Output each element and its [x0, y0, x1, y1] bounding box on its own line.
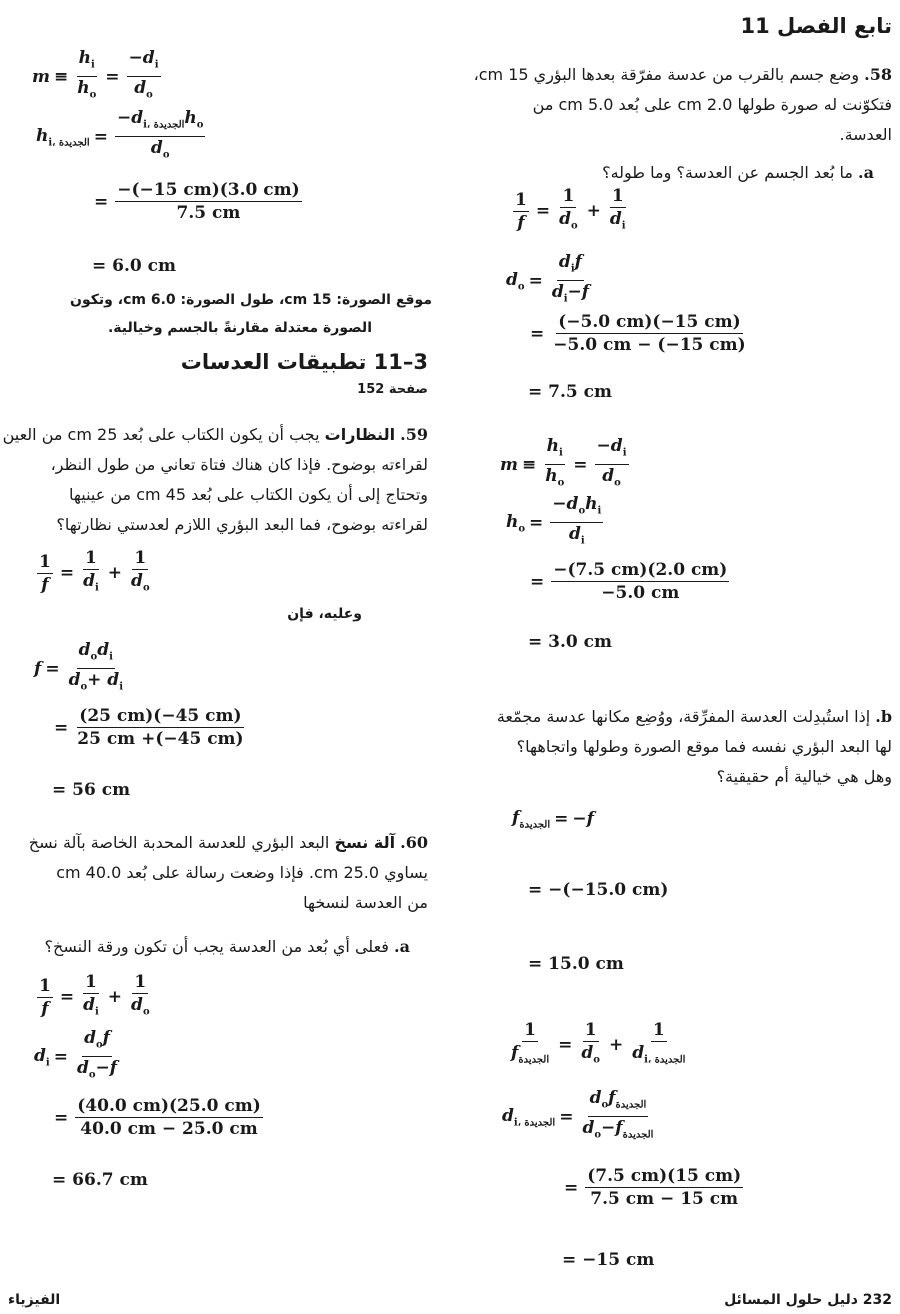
- q60-keyword: آلة نسخ: [334, 833, 396, 852]
- q58b-fnew-sub: = −(−15.0 cm): [528, 880, 669, 900]
- q60-number: 60.: [400, 833, 428, 852]
- q58-number: 58.: [864, 65, 892, 84]
- q59-line4: لقراءته بوضوح، فما البعد البؤري اللازم لعدستي نظارتها؟: [56, 515, 428, 534]
- q60-line1: البعد البؤري للعدسة المحدبة الخاصة بآلة نسخ: [28, 833, 330, 852]
- q58b-di-substitution: = $\frac{(7.5 cm)(15 cm)}{7.5 cm - 15 cm}$: [564, 1166, 742, 1209]
- q58b-line3: وهل هي خيالية أم حقيقية؟: [716, 767, 892, 786]
- chapter-header: تابع الفصل 11: [740, 14, 892, 38]
- q60-di-substitution: = $\frac{(40.0 cm)(25.0 cm)}{40.0 cm - 25.0 cm}$: [54, 1096, 261, 1139]
- q58-magnification-eq: m ≡ $\frac{h_i}{h_o}$ = $\frac{-d_i}{d_o}$: [500, 436, 627, 489]
- q58-statement: [474, 60, 892, 150]
- q60a-text: فعلى أي بُعد من العدسة يجب أن تكون ورقة النسخ؟: [44, 937, 389, 956]
- q59-f-result: = 56 cm: [52, 780, 131, 800]
- q58-ho-substitution: = $\frac{-(7.5 cm)(2.0 cm)}{-5.0 cm}$: [530, 560, 728, 603]
- q58-do-substitution: = $\frac{(-5.0 cm)(-15 cm)}{-5.0 cm - (-15 cm)}$: [530, 312, 746, 355]
- left-hi-formula: $h_{i، الجديدة}$ = $\frac{-d_{i، الجديدة}h_o}{d_o}$: [36, 108, 204, 161]
- q58-ho-formula: $h_o$ = $\frac{-d_oh_i}{d_i}$: [506, 494, 602, 547]
- q58-thin-lens-eq: $\frac{1}{f}$ = $\frac{1}{d_o}$ + $\frac{1}{d_i}$: [515, 186, 626, 233]
- q58b-question: [497, 702, 892, 792]
- q59-line1: يجب أن يكون الكتاب على بُعد 25 cm من العين: [2, 425, 320, 444]
- q59-f-substitution: = $\frac{(25 cm)(-45 cm)}{25 cm +(-45 cm)}$: [54, 706, 244, 749]
- q58-ho-result: = 3.0 cm: [528, 632, 612, 652]
- q59-line3: وتحتاج إلى أن يكون الكتاب على بُعد 45 cm من عينيها: [68, 485, 428, 504]
- q58-line3: العدسة.: [839, 125, 892, 144]
- section-page-ref: صفحة 152: [357, 382, 428, 397]
- q58b-label: b.: [875, 707, 892, 726]
- q58-line2: فتكوّنت له صورة طولها 2.0 cm على بُعد 5.0 cm من: [532, 95, 892, 114]
- q58a-label: a.: [858, 163, 874, 182]
- footer-page: 232 دليل حلول المسائل: [724, 1292, 892, 1308]
- q58a-text: ما بُعد الجسم عن العدسة؟ وما طوله؟: [602, 163, 853, 182]
- q60-di-formula: $d_i$ = $\frac{d_of}{d_o-f}$: [34, 1028, 118, 1081]
- q59-statement: [0, 420, 428, 540]
- q60-line3: من العدسة لنسخها: [303, 893, 428, 912]
- q58b-fnew-result: = 15.0 cm: [528, 954, 624, 974]
- q58b-fnew-eq: $f_{الجديدة}$ = −f: [512, 808, 594, 831]
- right-column: [462, 0, 900, 1314]
- left-magnification-eq: m ≡ $\frac{h_i}{h_o}$ = $\frac{-d_i}{d_o}$: [32, 48, 159, 101]
- q58b-di-formula: $d_{i، الجديدة}$ = $\frac{d_of_{الجديدة}}{d_o-f_{الجديدة}}$: [502, 1088, 654, 1141]
- left-column: [0, 0, 440, 1314]
- q58b-line2: لها البعد البؤري نفسه فما موقع الصورة وطولها واتجاهها؟: [516, 737, 892, 756]
- q60-lens-eq: $\frac{1}{f}$ = $\frac{1}{d_i}$ + $\frac{1}{d_o}$: [39, 972, 150, 1019]
- section-title: 3–11 تطبيقات العدسات: [180, 350, 428, 374]
- q60-statement: [0, 828, 428, 918]
- q57-answer-line2: الصورة معتدلة مقارنةً بالجسم وخيالية.: [107, 320, 372, 336]
- q59-therefore: وعليه، فإن: [287, 606, 362, 622]
- q58b-di-result: = −15 cm: [562, 1250, 655, 1270]
- q58a-question: [602, 158, 874, 188]
- q58b-line1: إذا استُبدِلت العدسة المفرِّقة، ووُضِع مكانها عدسة مجمّعة: [496, 707, 871, 726]
- q59-line2: لقراءته بوضوح. فإذا كان هناك فتاة تعاني من طول النظر،: [50, 455, 428, 474]
- q59-keyword: النظارات: [324, 425, 396, 444]
- q59-f-formula: f = $\frac{d_od_i}{d_o+ d_i}$: [34, 640, 124, 693]
- q59-number: 59.: [400, 425, 428, 444]
- q60-di-result: = 66.7 cm: [52, 1170, 148, 1190]
- q58b-lens-eq: $\frac{1}{f_{الجديدة}}$ = $\frac{1}{d_o}$ + $\frac{1}{d_{i، الجديدة}}$: [511, 1020, 686, 1066]
- q60-line2: يساوي 25.0 cm. فإذا وضعت رسالة على بُعد 40.0 cm: [56, 863, 428, 882]
- q58-line1: وضع جسم بالقرب من عدسة مفرّقة بعدها البؤري 15 cm،: [473, 65, 860, 84]
- footer-subject: الفيزياء: [8, 1292, 61, 1308]
- left-hi-substitution: = $\frac{-(-15 cm)(3.0 cm)}{7.5 cm}$: [94, 180, 300, 223]
- q60a-label: a.: [394, 937, 410, 956]
- q58-do-formula: $d_o$ = $\frac{d_if}{d_i-f}$: [506, 252, 590, 305]
- q57-answer-line1: موقع الصورة: 15 cm، طول الصورة: 6.0 cm، وتكون: [70, 292, 432, 308]
- left-hi-result: = 6.0 cm: [92, 256, 176, 276]
- q60a-question: [45, 932, 410, 962]
- q59-lens-eq: $\frac{1}{f}$ = $\frac{1}{d_i}$ + $\frac{1}{d_o}$: [39, 548, 150, 595]
- q58-do-result: = 7.5 cm: [528, 382, 612, 402]
- q57-answer: [0, 286, 432, 342]
